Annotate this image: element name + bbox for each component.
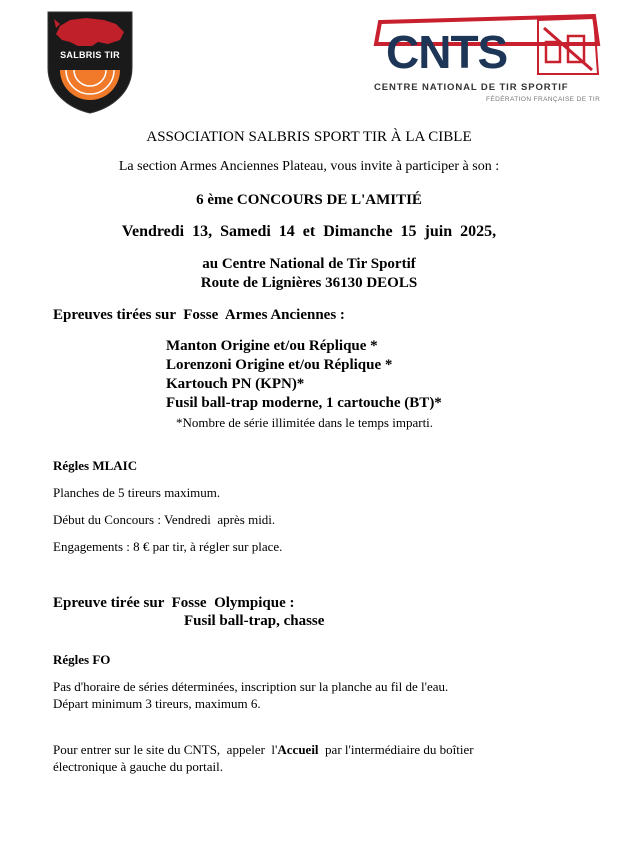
regles-fo-heading: Régles FO bbox=[53, 652, 111, 667]
regles-fo-line1: Pas d'horaire de séries déterminées, inscription sur la planche au fil de l'eau. bbox=[53, 679, 449, 694]
series-note: *Nombre de série illimitée dans le temps imparti. bbox=[176, 415, 434, 430]
venue-name: au Centre National de Tir Sportif bbox=[202, 256, 416, 272]
cnts-logo-text: CNTS bbox=[386, 26, 508, 78]
cnts-logo bbox=[372, 14, 602, 106]
contest-dates: Vendredi 13, Samedi 14 et Dimanche 15 juin 2025, bbox=[121, 223, 497, 240]
list-item: Manton Origine et/ou Réplique * bbox=[166, 338, 378, 354]
access-text-end: par l'intermédiaire du boîtier bbox=[318, 742, 474, 757]
fosse-olympique-heading: Epreuve tirée sur Fosse Olympique : bbox=[53, 595, 295, 611]
contest-title: 6 ème CONCOURS DE L'AMITIÉ bbox=[196, 192, 422, 208]
regles-fo-line2: Départ minimum 3 tireurs, maximum 6. bbox=[53, 696, 261, 711]
access-text-start: Pour entrer sur le site du CNTS, appeler l' bbox=[53, 742, 278, 757]
salbris-tir-logo bbox=[46, 10, 134, 114]
access-instructions-line2: électronique à gauche du portail. bbox=[53, 759, 224, 774]
accueil-label: Accueil bbox=[277, 742, 319, 757]
list-item: Lorenzoni Origine et/ou Réplique * bbox=[166, 357, 393, 373]
cnts-logo-subtitle: CENTRE NATIONAL DE TIR SPORTIF bbox=[374, 82, 569, 93]
invitation-text: La section Armes Anciennes Plateau, vous invite à participer à son : bbox=[118, 159, 500, 174]
access-instructions bbox=[53, 741, 474, 758]
list-item: Fusil ball-trap moderne, 1 cartouche (BT)* bbox=[166, 395, 442, 411]
fosse-olympique-item: Fusil ball-trap, chasse bbox=[184, 613, 325, 629]
association-title: ASSOCIATION SALBRIS SPORT TIR À LA CIBLE bbox=[146, 129, 472, 145]
debut-concours-text: Début du Concours : Vendredi après midi. bbox=[53, 512, 276, 527]
planches-text: Planches de 5 tireurs maximum. bbox=[53, 485, 221, 500]
regles-mlaic-heading: Régles MLAIC bbox=[53, 458, 138, 473]
cnts-logo-federation: FÉDÉRATION FRANÇAISE DE TIR bbox=[486, 96, 601, 103]
fosse-anciennes-list bbox=[166, 337, 442, 413]
fosse-anciennes-heading: Epreuves tirées sur Fosse Armes Anciennes : bbox=[53, 307, 345, 323]
salbris-logo-label: SALBRIS TIR bbox=[60, 50, 120, 60]
list-item: Kartouch PN (KPN)* bbox=[166, 376, 305, 392]
engagements-text: Engagements : 8 € par tir, à régler sur place. bbox=[53, 539, 283, 554]
venue-address: Route de Lignières 36130 DEOLS bbox=[200, 275, 418, 291]
